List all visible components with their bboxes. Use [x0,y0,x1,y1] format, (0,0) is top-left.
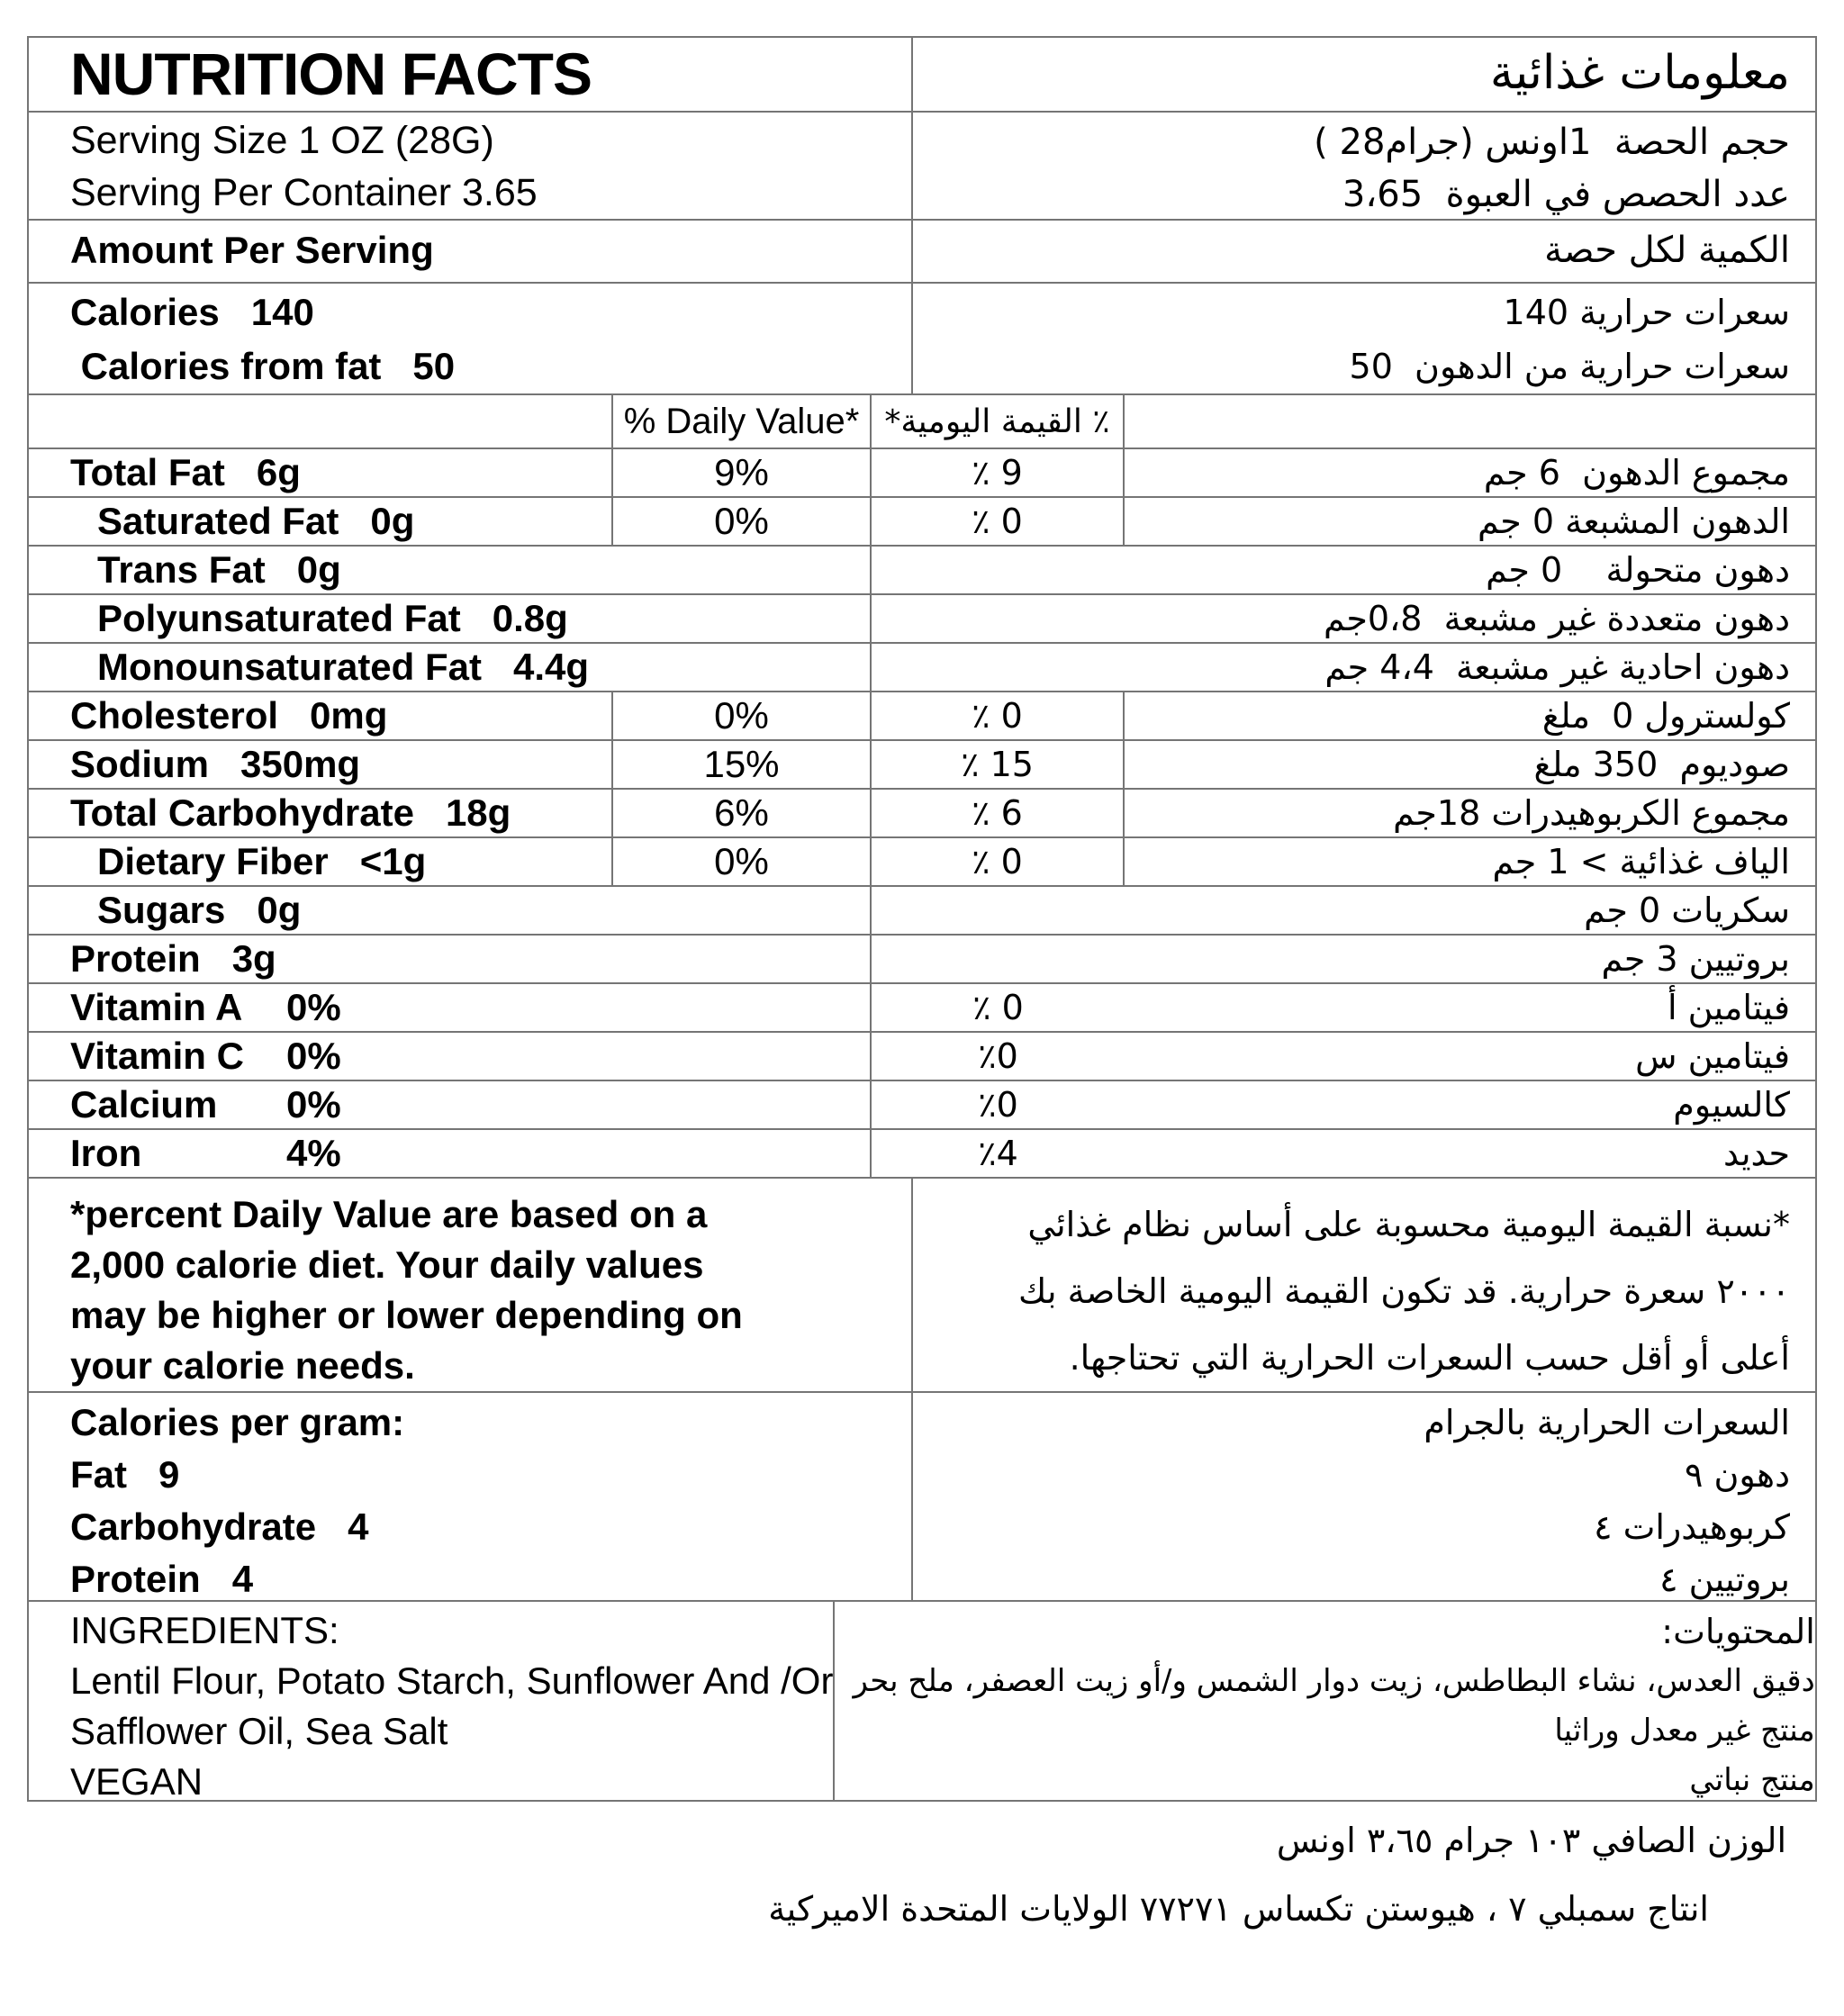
nutrient-row [29,887,1815,936]
calories-per-gram-ar [911,1393,1815,1600]
vitamin-en [29,1130,611,1177]
calories-per-gram-en-line: Carbohydrate 4 [70,1505,369,1548]
nutrient-dv-ar: ٪ 15 [870,741,1125,788]
serving-size-ar-paren: ( 28جرام) [1314,122,1474,163]
nutrient-name-en: Saturated Fat 0g [97,500,415,542]
footnote-en-line: 2,000 calorie diet. Your daily values [70,1243,704,1286]
nutrient-dv-ar: ٪ 9 [870,449,1125,496]
calories-per-gram-ar-line: السعرات الحرارية بالجرام [1424,1403,1790,1442]
title-ar: معلومات غذائية [911,38,1815,111]
daily-value-header-row [29,395,1815,449]
nutrient-dv-en [611,547,870,593]
nutrition-facts-table [27,36,1817,1802]
nutrient-dv-en: 0% [611,692,870,739]
vitamin-en [29,1081,611,1128]
nutrient-name-ar: الدهون المشبعة 0 جم [1477,502,1790,541]
nutrient-dv-ar [870,644,1125,691]
nutrient-row [29,595,1815,644]
ingredients-lines-ar-line: دقيق العدس، نشاء البطاطس، زيت دوار الشمس و/أو زيت العصفر، ملح بحر [853,1663,1815,1699]
nutrient-name-en: Protein 3g [70,937,276,980]
ingredients-lines-en-line: VEGAN [70,1760,203,1803]
nutrient-dv-ar: ٪ 0 [870,838,1125,885]
ingredients-lines-ar [853,1657,1814,1805]
nutrient-name-en: Dietary Fiber <1g [97,840,427,882]
vitamin-row [29,1130,1815,1179]
vitamin-value-en: 0% [286,986,341,1028]
footnote-row [29,1179,1815,1393]
nutrient-dv-ar [870,887,1125,934]
title-en: NUTRITION FACTS [70,41,592,107]
calories-per-gram-en-line: Calories per gram: [70,1401,405,1443]
nutrient-row [29,741,1815,790]
nutrient-name-ar: مجموع الدهون 6 جم [1483,453,1790,493]
serving-size-ar [931,116,1790,168]
vitamin-value-en: 4% [286,1132,341,1174]
vitamin-value-ar: ٪ 0 [870,984,1125,1031]
calories-en [29,284,911,393]
nutrient-dv-ar [870,595,1125,642]
serving-row [29,113,1815,221]
nutrient-name-ar: دهون احادية غير مشبعة 4،4 جم [1324,647,1790,687]
calories-line-en: Calories 140 [70,291,314,333]
nutrient-dv-ar: ٪ 0 [870,498,1125,545]
vitamin-dv-en-spacer [611,1033,870,1080]
producer-line: انتاج سمبلي ٧ ، هيوستن تكساس ٧٧٢٧١ الولايات المتحدة الاميركية [768,1889,1709,1929]
ingredients-lines-en-line: Lentil Flour, Potato Starch, Sunflower And /Or [70,1659,834,1702]
ingredients-lines-en-line: Safflower Oil, Sea Salt [70,1710,448,1752]
calories-row [29,284,1815,395]
vitamin-value-ar: ٪0 [870,1033,1125,1080]
vitamin-dv-en-spacer [611,984,870,1031]
vitamin-row [29,1081,1815,1130]
daily-value-header-spacer [29,395,611,447]
nutrient-dv-en: 0% [611,498,870,545]
nutrient-name-en: Total Carbohydrate 18g [70,791,511,834]
ingredients-lines-ar-line: منتج غير معدل وراثيا [1554,1713,1815,1749]
nutrient-name-ar: دهون متعددة غير مشبعة 0،8جم [1324,599,1790,638]
nutrient-dv-en: 9% [611,449,870,496]
ingredients-en [29,1602,834,1803]
nutrient-name-ar: صوديوم 350 ملغ [1533,745,1790,784]
calories-per-gram-en-line: Protein 4 [70,1558,254,1600]
vitamin-label-en: Iron [70,1132,142,1174]
footnote-ar-line: *نسبة القيمة اليومية محسوبة على أساس نظام غذائي [1027,1205,1790,1244]
vitamin-label-en: Vitamin A [70,986,243,1028]
amount-per-serving-en: Amount Per Serving [70,229,434,271]
nutrient-dv-en [611,595,870,642]
nutrient-name-ar: بروتيين 3 جم [1601,939,1790,979]
ingredients-row [29,1602,1815,1803]
vitamin-label-en: Calcium [70,1083,218,1126]
ingredients-lines-ar-line: منتج نباتي [1689,1762,1815,1798]
vitamin-label-ar: فيتامين أ [1667,988,1790,1027]
nutrient-name-ar: سكريات 0 جم [1584,890,1790,930]
calories-per-gram-en [29,1393,911,1600]
nutrient-row [29,692,1815,741]
calories-line-ar: سعرات حرارية 140 [1503,293,1790,332]
vitamin-value-ar: ٪4 [870,1130,1125,1177]
serving-size-en: Serving Size 1 OZ (28G) [70,119,494,162]
footnote-en-line: *percent Daily Value are based on a [70,1193,708,1235]
vitamin-value-en: 0% [286,1083,341,1126]
vitamin-en [29,984,611,1031]
nutrient-row [29,790,1815,838]
nutrient-dv-ar: ٪ 0 [870,692,1125,739]
vitamin-value-en: 0% [286,1035,341,1077]
nutrient-dv-en [611,644,870,691]
nutrient-dv-ar [870,936,1125,982]
vitamin-row [29,1033,1815,1081]
calories-from-fat-line-en: Calories from fat 50 [70,345,456,387]
nutrient-dv-ar [870,547,1125,593]
vitamin-row [29,984,1815,1033]
vitamin-label-en: Vitamin C [70,1035,244,1077]
nutrient-name-en: Cholesterol 0mg [70,694,388,737]
vitamin-dv-en-spacer [611,1081,870,1128]
title-row [29,38,1815,113]
nutrient-dv-en: 6% [611,790,870,836]
calories-per-gram-ar-line: دهون ٩ [1685,1455,1790,1495]
nutrient-dv-en [611,936,870,982]
nutrient-name-en: Trans Fat 0g [97,548,341,591]
ingredients-heading-ar: المحتويات: [1661,1612,1815,1651]
ingredients-lines-en [70,1656,833,1807]
nutrient-rows [29,449,1815,984]
serving-ar [911,113,1815,219]
footnote-en [29,1179,911,1391]
daily-value-header-ar: ٪ القيمة اليومية* [870,395,1125,447]
footnote-ar-line: أعلى أو أقل حسب السعرات الحرارية التي تحتاجها. [1069,1338,1790,1378]
amount-per-serving-ar: الكمية لكل حصة [911,221,1815,282]
serving-en [29,113,911,219]
nutrient-row [29,449,1815,498]
vitamin-label-ar: كالسيوم [1673,1085,1790,1125]
daily-value-header-en: % Daily Value* [611,395,870,447]
nutrient-name-en: Sodium 350mg [70,743,361,785]
nutrient-row [29,498,1815,547]
nutrient-name-en: Monounsaturated Fat 4.4g [97,646,590,688]
serving-size-ar-text: حجم الحصة 1اونس [1473,122,1790,163]
calories-per-gram-en-line: Fat 9 [70,1453,180,1496]
calories-per-gram-ar-line: كربوهيدرات ٤ [1594,1507,1790,1547]
nutrient-row [29,644,1815,692]
footnote-ar [911,1179,1815,1391]
nutrient-dv-en: 0% [611,838,870,885]
nutrient-name-ar: مجموع الكربوهيدرات 18جم [1393,793,1790,833]
footnote-ar-line: ٢٠٠٠ سعرة حرارية. قد تكون القيمة اليومية الخاصة بك [1017,1271,1790,1311]
calories-per-gram-row [29,1393,1815,1602]
nutrient-dv-en [611,887,870,934]
vitamin-en [29,1033,611,1080]
calories-per-gram-ar-line: بروتيين ٤ [1659,1559,1790,1599]
nutrient-row [29,936,1815,984]
nutrient-name-en: Sugars 0g [97,889,302,931]
ingredients-ar [833,1602,1839,1800]
nutrient-name-en: Polyunsaturated Fat 0.8g [97,597,568,639]
footnote-en-line: your calorie needs. [70,1344,415,1387]
nutrient-name-ar: كولسترول 0 ملغ [1541,696,1790,736]
footnote-en-line: may be higher or lower depending on [70,1294,743,1336]
calories-from-fat-line-ar: سعرات حرارية من الدهون 50 [1349,347,1790,386]
vitamin-dv-en-spacer [611,1130,870,1177]
serving-per-container-en: Serving Per Container 3.65 [70,171,538,214]
vitamin-label-ar: حديد [1723,1134,1790,1173]
nutrient-row [29,838,1815,887]
nutrient-row [29,547,1815,595]
nutrient-dv-en: 15% [611,741,870,788]
vitamin-label-ar: فيتامين س [1635,1036,1790,1076]
amount-per-serving-row [29,221,1815,284]
nutrient-dv-ar: ٪ 6 [870,790,1125,836]
net-weight-line: الوزن الصافي ١٠٣ جرام ٣،٦٥ اونس [1276,1821,1786,1860]
serving-per-container-ar: عدد الحصص في العبوة 3،65 [1342,174,1790,215]
vitamin-rows [29,984,1815,1179]
calories-ar [911,284,1815,393]
vitamin-value-ar: ٪0 [870,1081,1125,1128]
nutrient-name-ar: الياف غذائية > 1 جم [1492,842,1790,881]
nutrient-name-en: Total Fat 6g [70,451,301,493]
ingredients-heading-en: INGREDIENTS: [70,1609,339,1651]
daily-value-header-spacer-ar [1125,395,1815,447]
nutrient-name-ar: دهون متحولة 0 جم [1486,550,1790,590]
